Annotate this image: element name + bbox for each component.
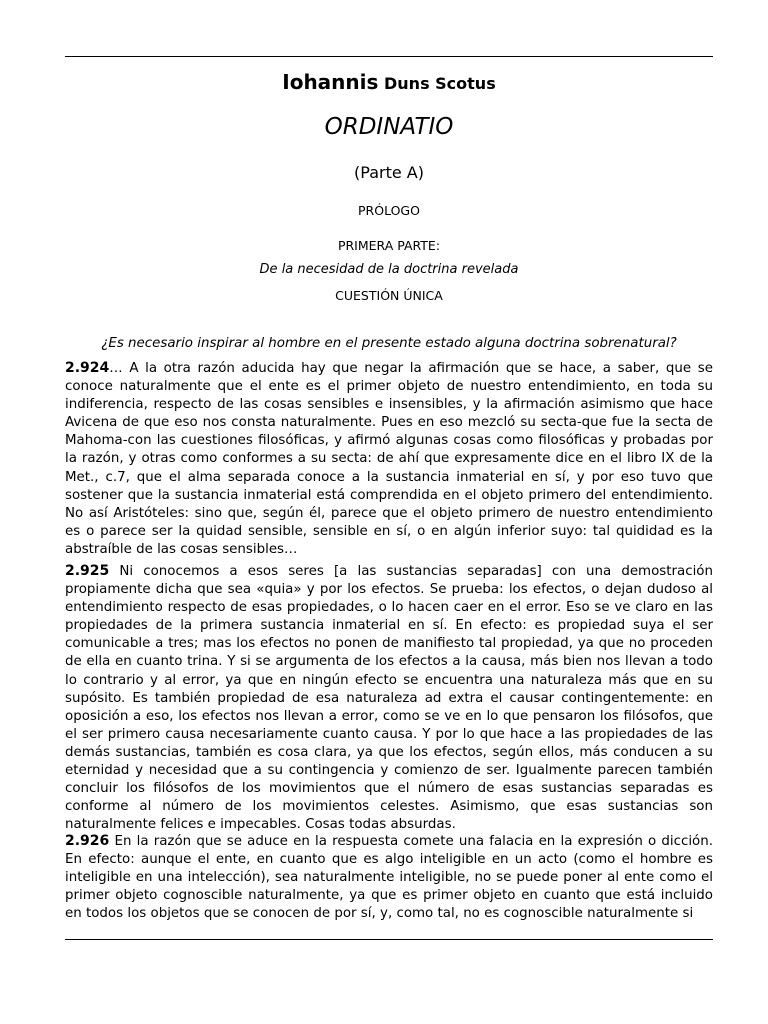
top-rule bbox=[65, 56, 713, 57]
bottom-rule bbox=[65, 939, 713, 940]
author-last-name: Duns Scotus bbox=[384, 74, 496, 93]
paragraph-number: 2.924 bbox=[65, 360, 110, 376]
section-heading: PRIMERA PARTE: bbox=[337, 238, 441, 253]
prologue-heading: PRÓLOGO bbox=[358, 203, 420, 218]
paragraph-number: 2.926 bbox=[65, 833, 110, 849]
author-name bbox=[65, 70, 713, 94]
paragraph bbox=[65, 562, 713, 834]
question-text: ¿Es necesario inspirar al hombre en el presente estado alguna doctrina sobrenatural? bbox=[101, 336, 677, 351]
paragraph bbox=[65, 359, 713, 559]
work-title: ORDINATIO bbox=[324, 114, 454, 140]
paragraph-text: … A la otra razón aducida hay que negar la afirmación que se hace, a saber, que se conoce naturalmente que el ente es el primer objeto de nuestro entendimiento, en toda su indiferencia, respecto de las cosas sensibles e insensibles, y la afirmación asimismo que hace Avicena de que eso nos consta naturalmente. Pues en eso mezcló su secta-que fue la secta de Mahoma-con las cuestiones filosóficas, y afirmó algunas cosas como filosóficas y probadas por la razón, y otras como conformes a su secta: de ahí que expresamente dice en el libro IX de la Met., c.7, que el alma separada conoce a la sustancia inmaterial en sí, y por eso tuvo que sostener que la sustancia inmaterial está comprendida en el objeto primero del entendimiento. No así Aristóteles: sino que, según él, parece que el objeto primero de nuestro entendimiento es o parece ser la quidad sensible, sensible en sí, o en algún inferior suyo: tal quididad es la abstraíble de las cosas sensibles… bbox=[65, 361, 713, 557]
paragraph bbox=[65, 832, 713, 922]
part-label: (Parte A) bbox=[354, 163, 424, 182]
section-subtitle: De la necesidad de la doctrina revelada bbox=[259, 262, 519, 277]
question-type-heading: CUESTIÓN ÚNICA bbox=[335, 288, 443, 303]
paragraph-number: 2.925 bbox=[65, 563, 110, 579]
author-first-name: Iohannis bbox=[282, 70, 379, 94]
paragraph-text: Ni conocemos a esos seres [a las sustancias separadas] con una demostración propiamente dicha que sea «quia» y por los efectos. Se prueba: los efectos, o dejan dudoso al entendimiento respecto de esas propiedades, o lo hacen caer en el error. Eso se ve claro en las propiedades de la primera sustancia inmaterial en sí. En efecto: es propiedad suya el ser comunicable a tres; mas los efectos no ponen de manifiesto tal propiedad, ya que no proceden de ella en cuanto trina. Y si se argumenta de los efectos a la causa, más bien nos llevan a todo lo contrario y al error, ya que en ningún efecto se encuentra una naturaleza más que en su supósito. Es también propiedad de esa naturaleza ad extra el causar contingentemente: en oposición a eso, los efectos nos llevan a error, como se ve en lo que pensaron los filósofos, que el ser primero causa necesariamente cuanto causa. Y por lo que hace a las propiedades de las demás sustancias, también es cosa clara, ya que los efectos, según ellos, más conducen a su eternidad y necesidad que a su contingencia y comienzo de ser. Igualmente parecen también concluir los filósofos de los movimientos que el número de esas sustancias separadas es conforme al número de los movimientos celestes. Asimismo, que esas sustancias son naturalmente felices e impecables. Cosas todas absurdas. bbox=[65, 564, 713, 833]
paragraph-text: En la razón que se aduce en la respuesta comete una falacia en la expresión o dicción. En efecto: aunque el ente, en cuanto que es algo inteligible en un acto (como el hombre es inteligible en una intelección), sea naturalmente inteligible, no se puede poner al ente como el primer objeto cognoscible naturalmente, ya que es primer objeto en cuanto que está incluido en todos los objetos que se conocen de por sí, y, como tal, no es cognoscible naturalmente si bbox=[65, 834, 713, 922]
